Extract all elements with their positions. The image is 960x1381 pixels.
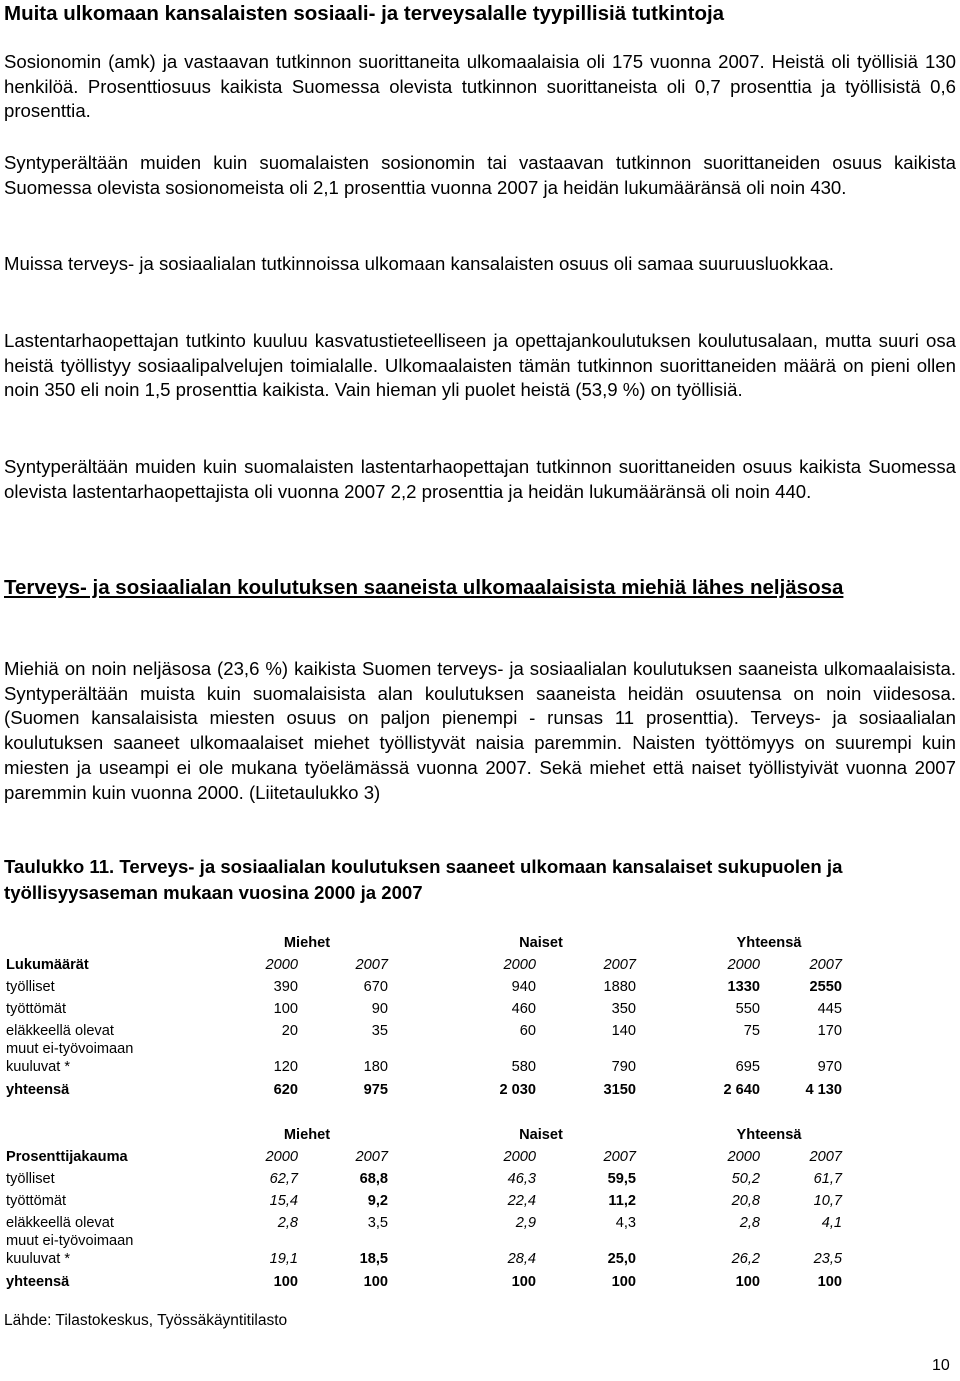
table-cell: 20: [281, 1023, 298, 1039]
row-label-total: yhteensä: [6, 1274, 70, 1290]
table-cell: 68,8: [359, 1171, 388, 1187]
row-label: muut ei-työvoimaan: [6, 1233, 134, 1249]
year-cell: 2007: [355, 1149, 388, 1165]
table-cell: 550: [735, 1001, 760, 1017]
table-cell: 4,1: [821, 1215, 842, 1231]
table-cell: 2,8: [739, 1215, 760, 1231]
row-label: työlliset: [6, 979, 55, 995]
table-cell: 940: [511, 979, 536, 995]
table-cell: 15,4: [269, 1193, 298, 1209]
table-cell: 2,8: [277, 1215, 298, 1231]
table-cell: 35: [371, 1023, 388, 1039]
table-cell: 170: [817, 1023, 842, 1039]
section-heading: Terveys- ja sosiaalialan koulutuksen saaneista ulkomaalaisista miehiä lähes neljäsosa: [4, 576, 844, 599]
table-cell: 20,8: [731, 1193, 760, 1209]
page-number: 10: [932, 1357, 950, 1374]
row-label: eläkkeellä olevat: [6, 1023, 114, 1039]
table-cell: 100: [273, 1001, 298, 1017]
table-cell: 61,7: [813, 1171, 842, 1187]
table-cell: 19,1: [269, 1251, 298, 1267]
table-cell: 2 640: [723, 1082, 760, 1098]
year-cell: 2000: [265, 1149, 298, 1165]
table-cell: 670: [363, 979, 388, 995]
table-cell: 26,2: [731, 1251, 760, 1267]
table-cell: 1330: [727, 979, 760, 995]
group-header-yhteensa: Yhteensä: [736, 1127, 802, 1143]
table-cell: 3,5: [367, 1215, 388, 1231]
row-label: eläkkeellä olevat: [6, 1215, 114, 1231]
table-cell: 9,2: [367, 1193, 388, 1209]
table-cell: 2 030: [499, 1082, 536, 1098]
table-cell: 445: [817, 1001, 842, 1017]
row-label: työttömät: [6, 1193, 67, 1209]
table-cell: 59,5: [607, 1171, 636, 1187]
table-cell: 100: [817, 1274, 842, 1290]
year-cell: 2007: [603, 957, 636, 973]
table-cell: 18,5: [359, 1251, 388, 1267]
group-header-miehet: Miehet: [283, 1127, 331, 1143]
group-header-naiset: Naiset: [519, 1127, 563, 1143]
table-cell: 350: [611, 1001, 636, 1017]
table-cell: 695: [735, 1059, 760, 1075]
table-cell: 11,2: [608, 1193, 636, 1209]
table-cell: 100: [273, 1274, 298, 1290]
table-cell: 22,4: [507, 1193, 536, 1209]
table-cell: 100: [611, 1274, 636, 1290]
table-cell: 390: [273, 979, 298, 995]
table-cell: 580: [511, 1059, 536, 1075]
paragraph-syntypera-lastentarha: Syntyperältään muiden kuin suomalaisten lastentarhaopettajan tutkinnon suorittaneiden osuus kaikista Suomessa olevista lastentarhaopettajista oli vuonna 2007 2,2 prosenttia ja heidän lukumääränsä oli noin 440.: [4, 456, 956, 502]
table-cell: 46,3: [507, 1171, 536, 1187]
group-header-yhteensa: Yhteensä: [736, 935, 802, 951]
table-cell: 4 130: [805, 1082, 842, 1098]
table-label: Lukumäärät: [6, 957, 89, 973]
row-label-total: yhteensä: [6, 1082, 70, 1098]
table-cell: 4,3: [615, 1215, 636, 1231]
table-caption: Taulukko 11. Terveys- ja sosiaalialan koulutuksen saaneet ulkomaan kansalaiset sukupuolen ja työllisyysaseman mukaan vuosina 2000 ja 2007: [4, 856, 843, 903]
table-cell: 100: [511, 1274, 536, 1290]
table-cell: 970: [817, 1059, 842, 1075]
table-cell: 3150: [603, 1082, 636, 1098]
table-cell: 2550: [809, 979, 842, 995]
table-cell: 90: [371, 1001, 388, 1017]
year-cell: 2000: [503, 957, 536, 973]
table-cell: 120: [273, 1059, 298, 1075]
row-label: muut ei-työvoimaan: [6, 1041, 134, 1057]
table-cell: 180: [363, 1059, 388, 1075]
group-header-naiset: Naiset: [519, 935, 563, 951]
table-cell: 790: [611, 1059, 636, 1075]
table-cell: 23,5: [813, 1251, 842, 1267]
table-cell: 620: [273, 1082, 298, 1098]
year-cell: 2007: [809, 1149, 842, 1165]
row-label-continued: kuuluvat *: [6, 1251, 71, 1267]
table-cell: 2,9: [515, 1215, 536, 1231]
row-label: työlliset: [6, 1171, 55, 1187]
paragraph-miehet: Miehiä on noin neljäsosa (23,6 %) kaikista Suomen terveys- ja sosiaalialan koulutuksen saaneista ulkomaalaisista. Syntyperältään muista kuin suomalaisista alan koulutuksen saaneista heidän osuutensa on noin viidesosa. (Suomen kansalaisista miesten osuus on paljon pienempi - runsas 11 prosenttia). Terveys- ja sosiaalialan koulutuksen saaneet ulkomaalaiset miehet työllistyvät naisia paremmin. Naisten työttömyys on suurempi kuin miesten ja useampi ei ole mukana työelämässä vuonna 2007. Sekä miehet että naiset työllistyivät vuonna 2007 paremmin kuin vuonna 2000. (Liitetaulukko 3): [4, 658, 956, 803]
table-cell: 460: [511, 1001, 536, 1017]
table-label: Prosenttijakauma: [6, 1149, 128, 1165]
table-cell: 975: [363, 1082, 388, 1098]
group-header-miehet: Miehet: [283, 935, 331, 951]
year-cell: 2007: [355, 957, 388, 973]
row-label: työttömät: [6, 1001, 67, 1017]
table-cell: 1880: [603, 979, 636, 995]
table-cell: 28,4: [507, 1251, 536, 1267]
table-cell: 100: [363, 1274, 388, 1290]
paragraph-sosionomi: Sosionomin (amk) ja vastaavan tutkinnon suorittaneita ulkomaalaisia oli 175 vuonna 2007. Heistä oli työllisiä 130 henkilöä. Prosenttiosuus kaikista Suomessa olevista tutkinnon suorittaneista oli 0,7 prosenttia ja työllisistä 0,6 prosenttia.: [4, 51, 956, 122]
paragraph-syntypera-sosionomi: Syntyperältään muiden kuin suomalaisten sosionomin tai vastaavan tutkinnon suorittaneiden osuus kaikista Suomessa olevista sosionomeista oli 2,1 prosenttia vuonna 2007 ja heidän lukumääränsä oli noin 430.: [4, 152, 956, 198]
table-cell: 50,2: [731, 1171, 760, 1187]
table-cell: 60: [519, 1023, 536, 1039]
year-cell: 2007: [603, 1149, 636, 1165]
paragraph-muut-tutkinnot: Muissa terveys- ja sosiaalialan tutkinnoissa ulkomaan kansalaisten osuus oli samaa suuruusluokkaa.: [4, 253, 834, 274]
table-cell: 62,7: [269, 1171, 298, 1187]
year-cell: 2000: [503, 1149, 536, 1165]
page-title: Muita ulkomaan kansalaisten sosiaali- ja terveysalalle tyypillisiä tutkintoja: [4, 2, 725, 25]
year-cell: 2007: [809, 957, 842, 973]
year-cell: 2000: [727, 957, 760, 973]
paragraph-lastentarhaopettaja: Lastentarhaopettajan tutkinto kuuluu kasvatustieteelliseen ja opettajankoulutuksen koulutusalaan, mutta suuri osa heistä työllistyy sosiaalipalvelujen toimialalle. Ulkomaalaisten tämän tutkinnon suorittaneiden määrä on pieni ollen noin 350 eli noin 1,5 prosenttia kaikista. Vain hieman yli puolet heistä (53,9 %) on työllisiä.: [4, 330, 956, 401]
table-cell: 140: [611, 1023, 636, 1039]
table-cell: 25,0: [607, 1251, 636, 1267]
row-label-continued: kuuluvat *: [6, 1059, 71, 1075]
table-cell: 100: [735, 1274, 760, 1290]
year-cell: 2000: [265, 957, 298, 973]
source-note: Lähde: Tilastokeskus, Työssäkäyntitilasto: [4, 1312, 288, 1329]
table-cell: 75: [743, 1023, 760, 1039]
table-cell: 10,7: [813, 1193, 842, 1209]
year-cell: 2000: [727, 1149, 760, 1165]
